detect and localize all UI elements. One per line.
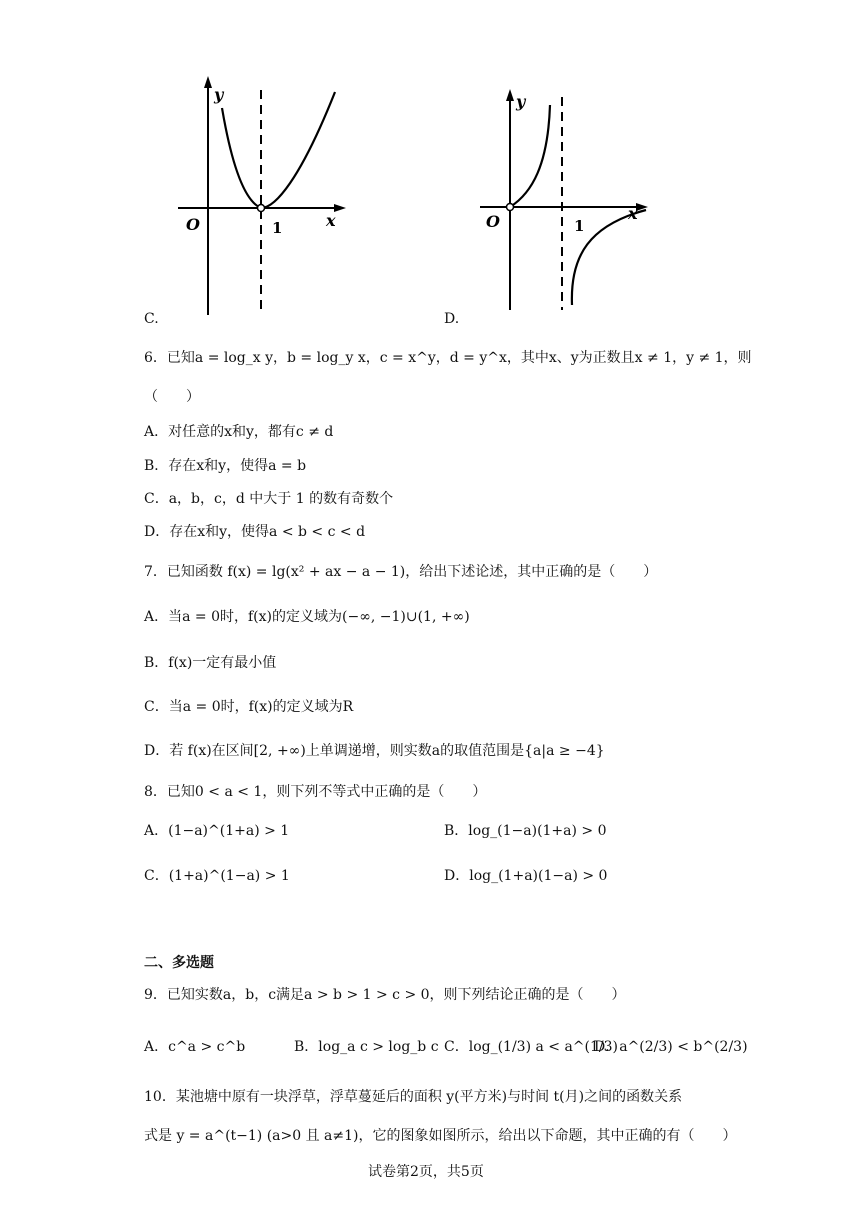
q6-option-b: B．存在x和y，使得a = b bbox=[144, 458, 307, 474]
graph-d-x-label: x bbox=[628, 204, 638, 223]
q9-option-a: A．c^a > c^b bbox=[144, 1039, 246, 1055]
q8-stem: 8．已知0 < a < 1，则下列不等式中正确的是（ ） bbox=[144, 784, 487, 800]
q7-option-a: A．当a = 0时，f(x)的定义域为(−∞, −1)∪(1, +∞) bbox=[144, 609, 470, 625]
option-d-letter: D. bbox=[444, 311, 460, 327]
graph-d-y-label: y bbox=[516, 92, 526, 111]
q10-line-2: 式是 y = a^(t−1) (a>0 且 a≠1)，它的图象如图所示，给出以下命题，其中正确的有（ ） bbox=[144, 1128, 737, 1144]
q6-option-a: A．对任意的x和y，都有c ≠ d bbox=[144, 424, 334, 440]
q8-option-b: B．log_(1−a)(1+a) > 0 bbox=[444, 823, 607, 839]
graph-c-origin: O bbox=[186, 215, 200, 234]
q7-stem: 7．已知函数 f(x) = lg(x² + ax − a − 1)，给出下述论述，其中正确的是（ ） bbox=[144, 564, 658, 580]
q6-option-c: C．a，b，c，d 中大于 1 的数有奇数个 bbox=[144, 491, 394, 507]
q7-option-b: B．f(x)一定有最小值 bbox=[144, 655, 277, 671]
q10-line-1: 10．某池塘中原有一块浮草，浮草蔓延后的面积 y(平方米)与时间 t(月)之间的函数关系 bbox=[144, 1089, 683, 1105]
section-heading-multi-choice: 二、多选题 bbox=[144, 955, 214, 971]
graph-option-c bbox=[170, 70, 350, 320]
graph-d-origin: O bbox=[486, 212, 500, 231]
q6-paren: （ ） bbox=[144, 389, 200, 405]
q6-option-d: D．存在x和y，使得a < b < c < d bbox=[144, 524, 366, 540]
q9-stem: 9．已知实数a，b，c满足a > b > 1 > c > 0，则下列结论正确的是（ ） bbox=[144, 987, 626, 1003]
q8-option-a: A．(1−a)^(1+a) > 1 bbox=[144, 823, 290, 839]
option-c-letter: C. bbox=[144, 311, 159, 327]
graph-option-d bbox=[470, 85, 660, 315]
graph-c-x-label: x bbox=[326, 211, 336, 230]
graph-d-one: 1 bbox=[574, 217, 585, 235]
q8-option-c: C．(1+a)^(1−a) > 1 bbox=[144, 868, 290, 884]
graph-c-y-label: y bbox=[214, 85, 224, 104]
q7-option-c: C．当a = 0时，f(x)的定义域为R bbox=[144, 699, 354, 715]
q6-stem: 6．已知a = log_x y，b = log_y x，c = x^y，d = y^x，其中x、y为正数且x ≠ 1，y ≠ 1，则 bbox=[144, 350, 752, 366]
q9-option-c: C．log_(1/3) a < a^(1/3) bbox=[444, 1039, 618, 1055]
q7-option-d: D．若 f(x)在区间[2, +∞)上单调递增，则实数a的取值范围是{a|a ≥ −4} bbox=[144, 743, 605, 759]
q9-option-b: B．log_a c > log_b c bbox=[294, 1039, 439, 1055]
q8-option-d: D．log_(1+a)(1−a) > 0 bbox=[444, 868, 608, 884]
q9-option-d: D．a^(2/3) < b^(2/3) bbox=[594, 1039, 748, 1055]
page-footer: 试卷第2页，共5页 bbox=[368, 1164, 484, 1180]
graph-c-one: 1 bbox=[272, 219, 283, 237]
